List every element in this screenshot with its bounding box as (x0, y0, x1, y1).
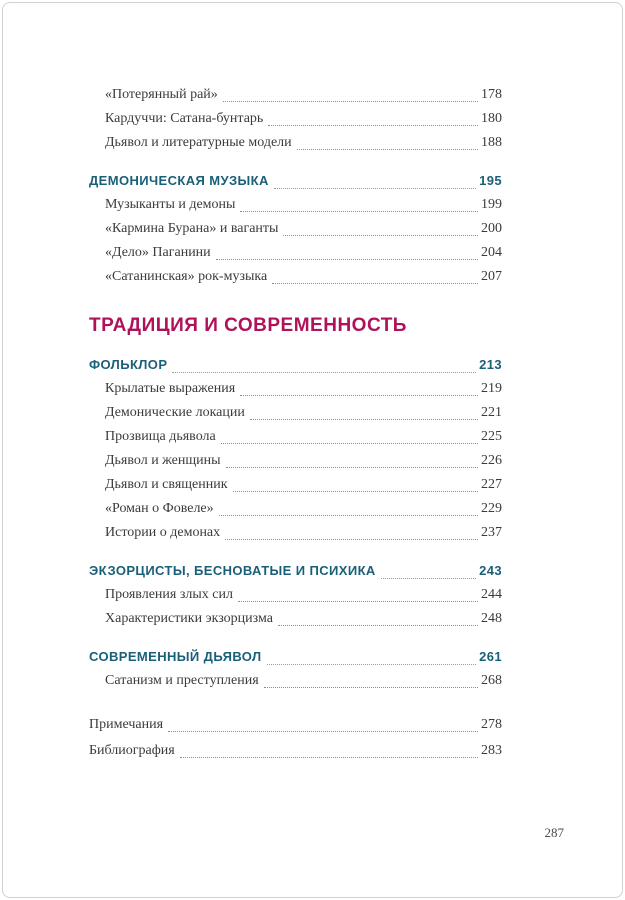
toc-entry-page: 199 (481, 197, 502, 212)
toc-entry-page: 207 (481, 269, 502, 284)
toc-entry-row (89, 217, 502, 241)
toc-entry-title: Проявления злых сил (105, 587, 233, 602)
toc-entry-page: 268 (481, 673, 502, 688)
toc-entry-row (89, 83, 502, 107)
toc-entry-row (89, 521, 502, 545)
toc-entry-page: 180 (481, 111, 502, 126)
toc-entry-title: Музыканты и демоны (105, 197, 236, 212)
toc-entry-title: «Потерянный рай» (105, 87, 218, 102)
toc-entry-title: «Сатанинская» рок-музыка (105, 269, 268, 284)
toc-entry-title: Истории о демонах (105, 525, 221, 540)
toc-entry-page: 195 (479, 173, 502, 188)
page-number: 287 (544, 825, 564, 840)
dot-leader (268, 125, 478, 126)
toc-entry-row (89, 401, 502, 425)
toc-section-row (89, 169, 502, 193)
dot-leader (267, 664, 477, 665)
dot-leader (250, 419, 478, 420)
dot-leader (168, 731, 478, 732)
toc-entry-title: Крылатые выражения (105, 381, 236, 396)
dot-leader (381, 578, 476, 579)
toc-entry-page: 221 (481, 405, 502, 420)
part-heading: ТРАДИЦИЯ И СОВРЕМЕННОСТЬ (89, 315, 407, 336)
dot-leader (180, 757, 478, 758)
toc-entry-title: Библиография (89, 743, 175, 758)
dot-leader (240, 211, 478, 212)
dot-leader (221, 443, 478, 444)
toc-entry-row (89, 425, 502, 449)
toc-entry-row (89, 107, 502, 131)
toc-entry-row (89, 497, 502, 521)
dot-leader (278, 625, 478, 626)
toc-entry-title: Примечания (89, 717, 164, 732)
toc-entry-title: «Дело» Паганини (105, 245, 211, 260)
toc-entry-row (89, 739, 502, 763)
toc-entry-page: 204 (481, 245, 502, 260)
toc-entry-page: 213 (479, 357, 502, 372)
toc-entry-page: 243 (479, 563, 502, 578)
toc-entry-row (89, 583, 502, 607)
toc-entry-title: «Роман о Фовеле» (105, 501, 214, 516)
toc-entry-title: Демонические локации (105, 405, 245, 420)
dot-leader (272, 283, 478, 284)
toc-entry-page: 229 (481, 501, 502, 516)
toc-entry-row (89, 377, 502, 401)
toc-section-row (89, 645, 502, 669)
book-page (2, 2, 623, 898)
toc-entry-page: 227 (481, 477, 502, 492)
toc-entry-row (89, 131, 502, 155)
dot-leader (219, 515, 478, 516)
toc-entry-row (89, 193, 502, 217)
dot-leader (264, 687, 478, 688)
table-of-contents (89, 83, 502, 763)
dot-leader (225, 539, 478, 540)
dot-leader (238, 601, 478, 602)
toc-entry-page: 237 (481, 525, 502, 540)
toc-entry-title: «Кармина Бурана» и ваганты (105, 221, 279, 236)
dot-leader (233, 491, 478, 492)
dot-leader (226, 467, 478, 468)
dot-leader (297, 149, 478, 150)
toc-entry-title: Кардуччи: Сатана-бунтарь (105, 111, 264, 126)
toc-section-row (89, 353, 502, 377)
toc-entry-page: 248 (481, 611, 502, 626)
toc-entry-title: ЭКЗОРЦИСТЫ, БЕСНОВАТЫЕ И ПСИХИКА (89, 563, 376, 578)
toc-entry-row (89, 241, 502, 265)
toc-entry-page: 261 (479, 649, 502, 664)
dot-leader (216, 259, 478, 260)
toc-entry-page: 283 (481, 743, 502, 758)
toc-entry-title: Дьявол и литературные модели (105, 135, 292, 150)
toc-entry-row (89, 713, 502, 737)
toc-entry-page: 200 (481, 221, 502, 236)
toc-entry-row (89, 607, 502, 631)
toc-entry-page: 278 (481, 717, 502, 732)
toc-entry-row (89, 265, 502, 289)
toc-entry-page: 188 (481, 135, 502, 150)
dot-leader (223, 101, 478, 102)
toc-entry-page: 219 (481, 381, 502, 396)
toc-entry-title: Дьявол и священник (105, 477, 228, 492)
toc-section-row (89, 559, 502, 583)
toc-entry-title: Сатанизм и преступления (105, 673, 259, 688)
toc-entry-title: ФОЛЬКЛОР (89, 357, 168, 372)
toc-entry-title: Характеристики экзорцизма (105, 611, 273, 626)
dot-leader (283, 235, 478, 236)
toc-entry-page: 178 (481, 87, 502, 102)
dot-leader (274, 188, 476, 189)
toc-entry-page: 244 (481, 587, 502, 602)
toc-entry-page: 226 (481, 453, 502, 468)
toc-entry-page: 225 (481, 429, 502, 444)
dot-leader (172, 372, 476, 373)
toc-entry-title: Дьявол и женщины (105, 453, 221, 468)
toc-entry-title: ДЕМОНИЧЕСКАЯ МУЗЫКА (89, 173, 269, 188)
toc-entry-title: СОВРЕМЕННЫЙ ДЬЯВОЛ (89, 649, 262, 664)
dot-leader (240, 395, 478, 396)
toc-entry-row (89, 669, 502, 693)
toc-entry-title: Прозвища дьявола (105, 429, 216, 444)
toc-entry-row (89, 449, 502, 473)
toc-entry-row (89, 473, 502, 497)
